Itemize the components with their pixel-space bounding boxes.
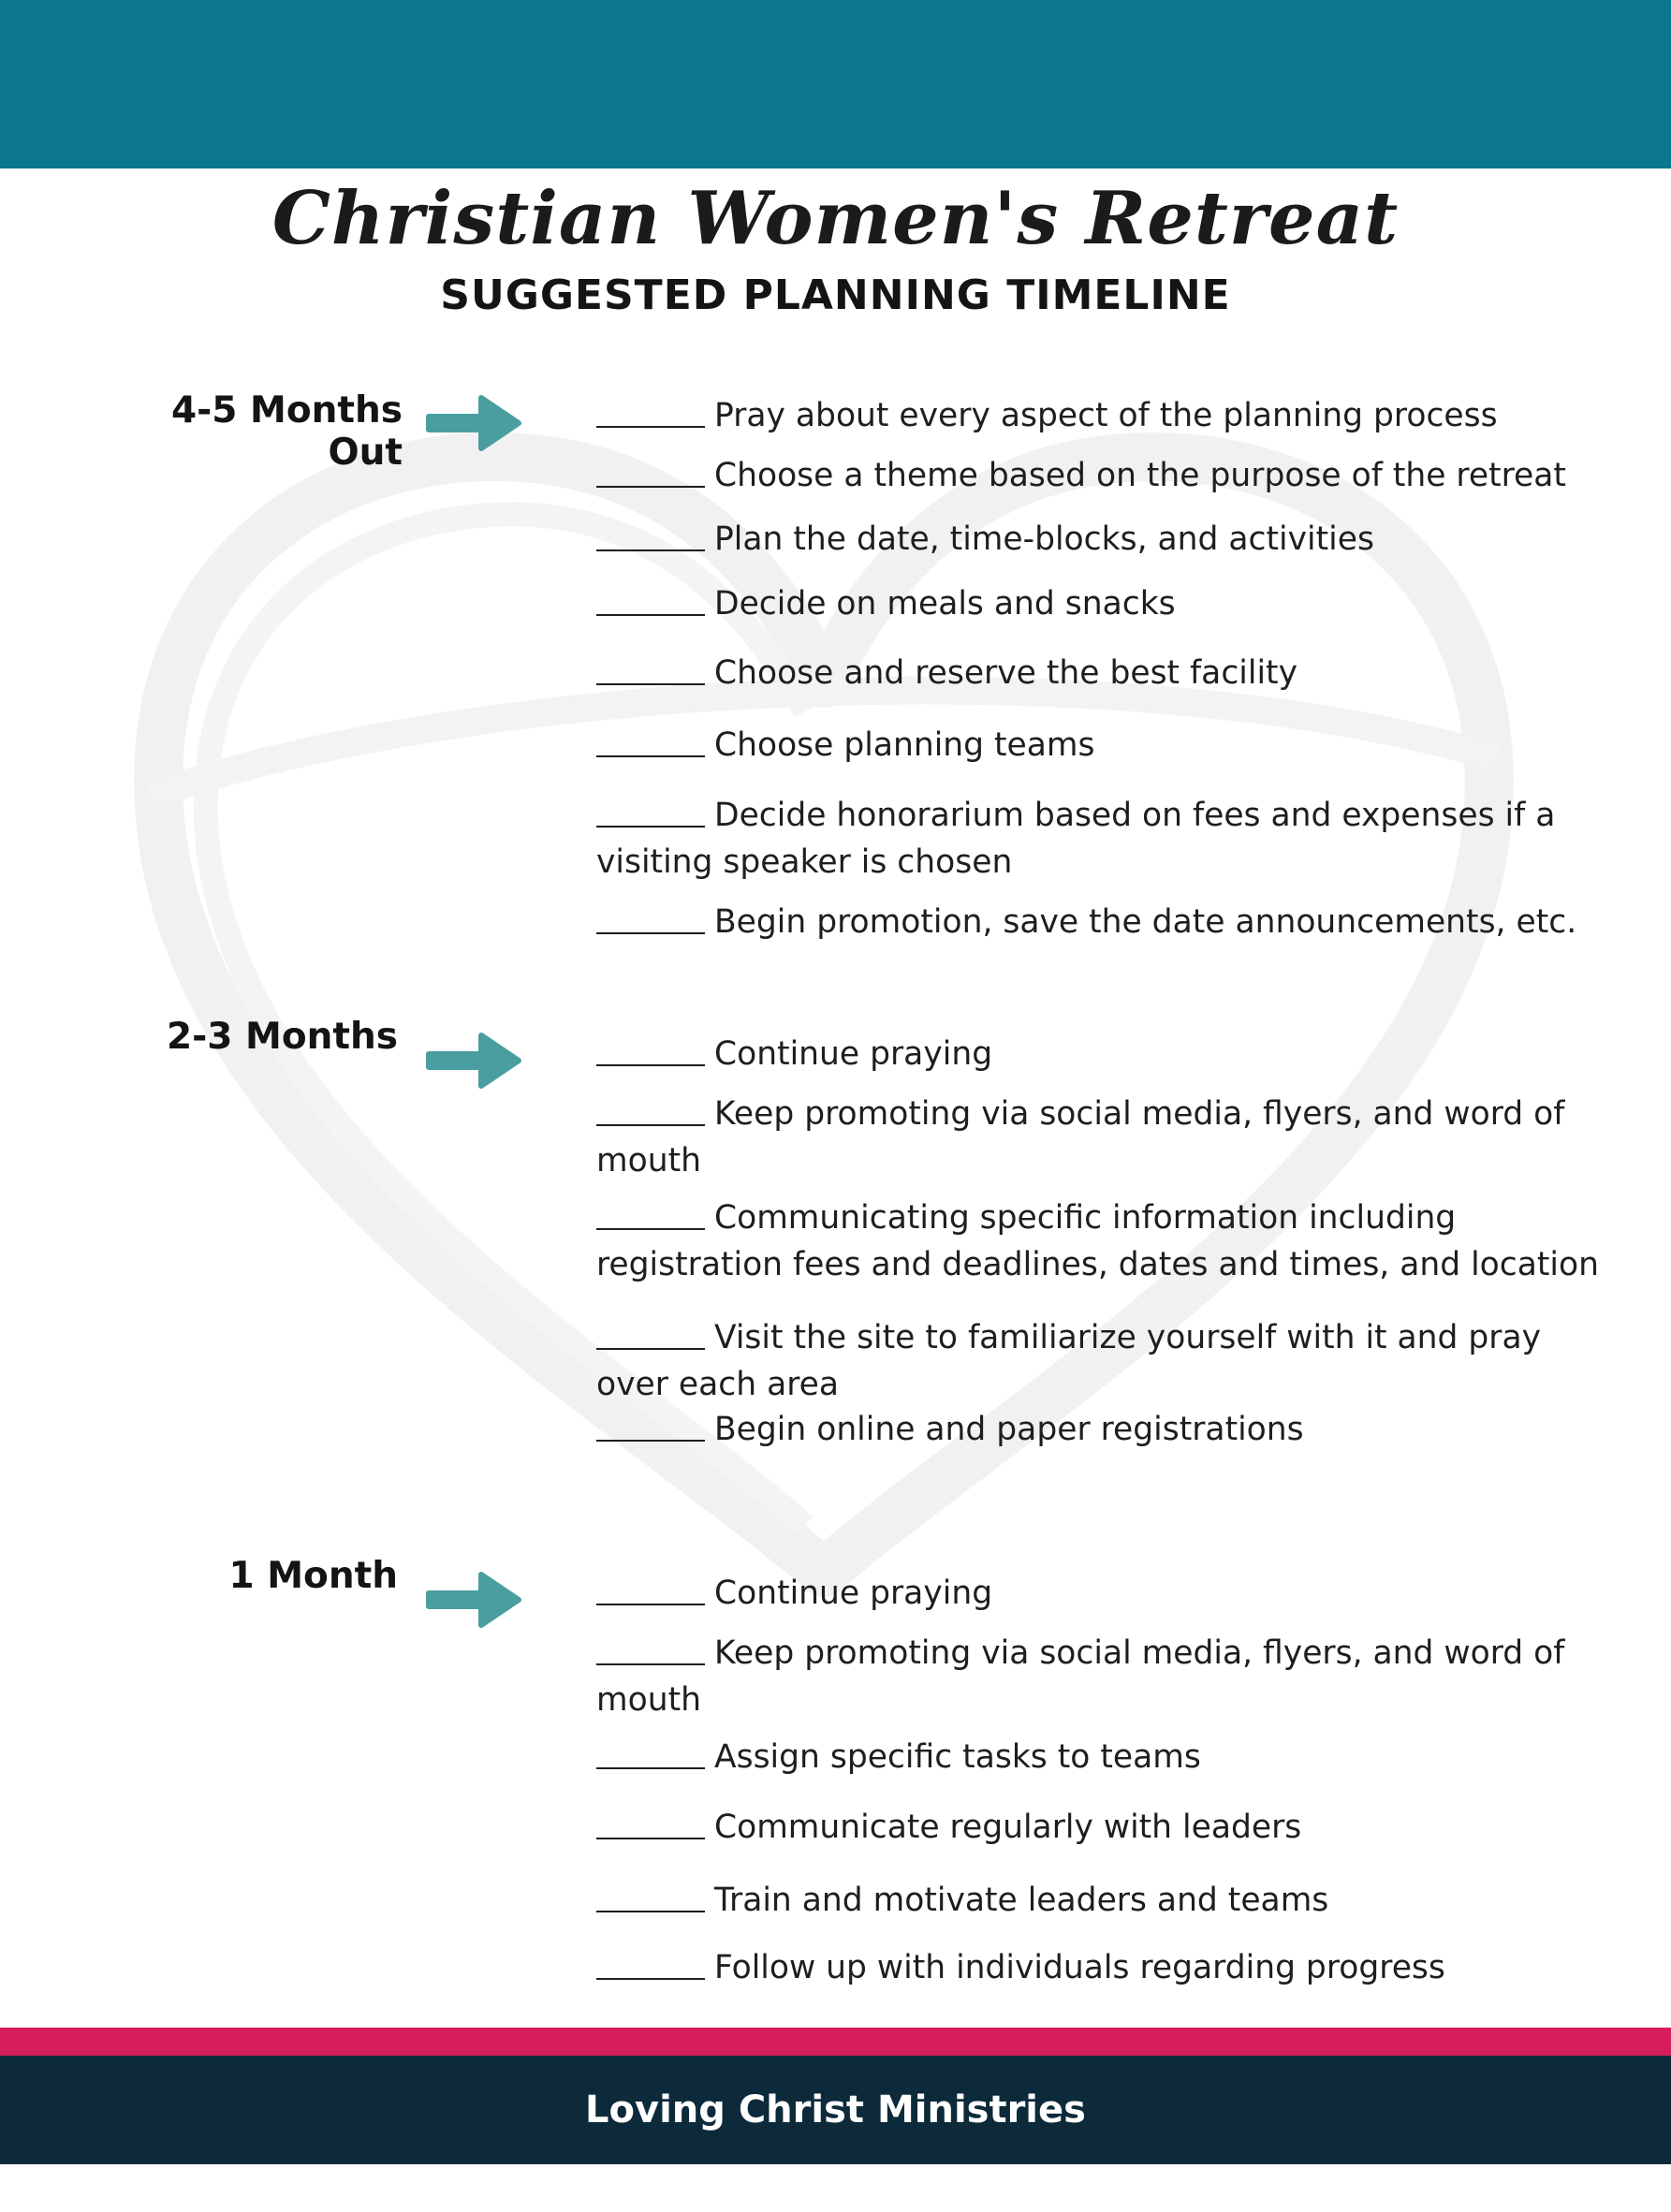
check-blank[interactable] [596,755,705,757]
checklist-item: Continue praying [596,1031,1607,1077]
page-subtitle: SUGGESTED PLANNING TIMELINE [440,271,1231,319]
check-blank[interactable] [596,1348,705,1350]
check-blank[interactable] [596,1124,705,1126]
right-arrow-icon [421,1569,524,1631]
accent-band [0,2028,1671,2056]
checklist-item: Train and motivate leaders and teams [596,1877,1607,1924]
check-blank[interactable] [596,1064,705,1066]
check-blank[interactable] [596,683,705,685]
checklist-item: Decide honorarium based on fees and expenses if a visiting speaker is chosen [596,797,1556,881]
check-blank[interactable] [596,549,705,551]
right-arrow-icon [421,392,524,454]
check-blank[interactable] [596,1604,705,1605]
check-blank[interactable] [596,426,705,428]
checklist-item: Visit the site to familiarize yourself with it and pray over each area [596,1319,1542,1403]
check-blank[interactable] [596,1838,705,1839]
check-blank[interactable] [596,614,705,616]
checklist-item: Plan the date, time-blocks, and activities [596,516,1607,563]
footer-band [0,2056,1671,2164]
footer-brand: Loving Christ Ministries [585,2088,1086,2131]
check-blank[interactable] [596,1978,705,1980]
phase-label-1-month: 1 Month [228,1555,398,1597]
right-arrow-icon [421,1030,524,1091]
page-title: Christian Women's Retreat [271,176,1400,261]
checklist-item: Follow up with individuals regarding progress [596,1944,1607,1991]
phase-label-4-5-months: 4-5 Months Out [170,389,403,474]
header-band [0,0,1671,168]
checklist-item: Pray about every aspect of the planning process [596,392,1607,439]
checklist-item: Choose a theme based on the purpose of the retreat [596,452,1607,499]
phase-label-2-3-months: 2-3 Months [166,1016,398,1058]
checklist-item: Begin promotion, save the date announcements, etc. [596,899,1607,945]
check-blank[interactable] [596,1663,705,1665]
checklist-item: Communicating specific information including registration fees and deadlines, dates and times, and location [596,1199,1599,1283]
checklist-item: Communicate regularly with leaders [596,1804,1607,1851]
checklist-item: Keep promoting via social media, flyers, and word of mouth [596,1095,1565,1179]
checklist-item: Keep promoting via social media, flyers, and word of mouth [596,1634,1565,1719]
check-blank[interactable] [596,1911,705,1912]
checklist-item: Assign specific tasks to teams [596,1734,1607,1780]
checklist-item: Choose planning teams [596,722,1607,769]
check-blank[interactable] [596,1228,705,1230]
check-blank[interactable] [596,1440,705,1442]
check-blank[interactable] [596,932,705,934]
checklist-item: Continue praying [596,1570,1607,1617]
check-blank[interactable] [596,1767,705,1769]
checklist-item: Begin online and paper registrations [596,1406,1607,1453]
checklist-item: Choose and reserve the best facility [596,650,1607,696]
check-blank[interactable] [596,826,705,828]
checklist-item: Decide on meals and snacks [596,580,1607,627]
check-blank[interactable] [596,486,705,488]
